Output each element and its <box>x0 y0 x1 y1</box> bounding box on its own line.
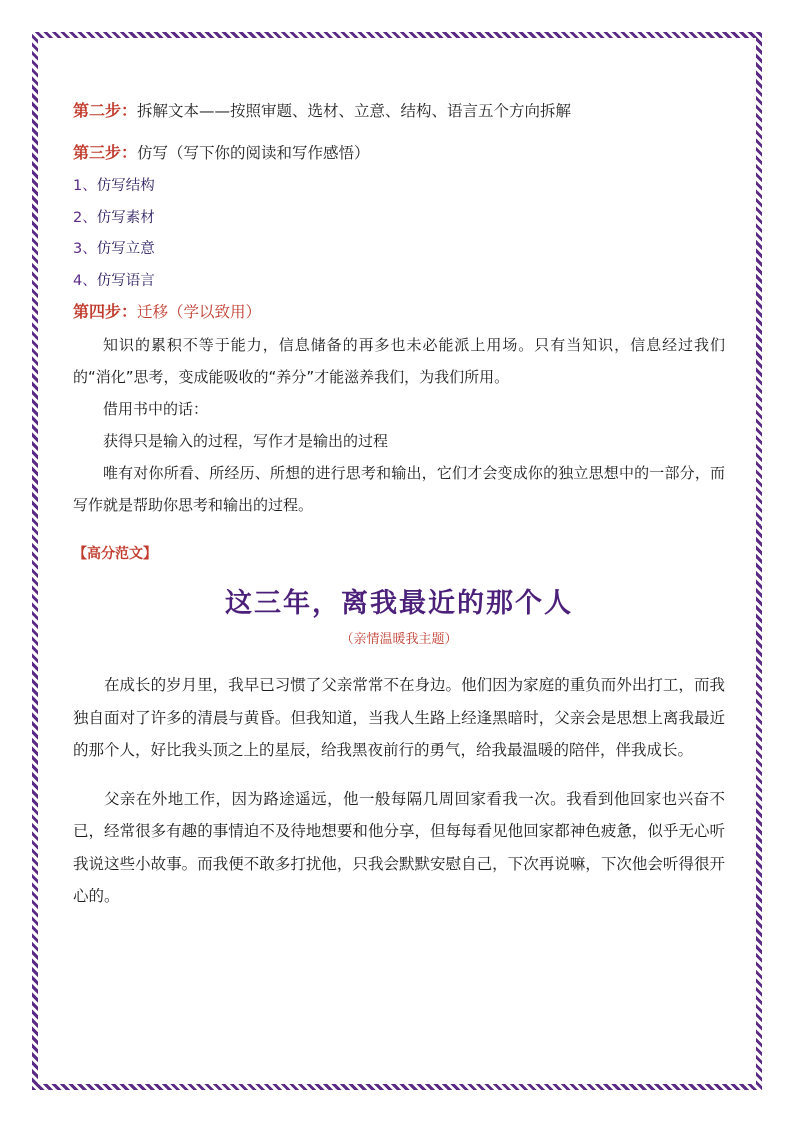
paragraph: 唯有对你所看、所经历、所想的进行思考和输出，它们才会变成你的独立思想中的一部分，而写作就是帮助你思考和输出的过程。 <box>73 464 725 514</box>
step-two: 第二步：拆解文本——按照审题、选材、立意、结构、语言五个方向拆解 <box>73 101 572 120</box>
model-essay-tag: 【高分范文】 <box>73 546 157 562</box>
paragraph: 知识的累积不等于能力，信息储备的再多也未必能派上用场。只有当知识，信息经过我们的“消化”思考，变成能吸收的“养分”才能滋养我们，为我们所用。 <box>73 336 725 386</box>
essay-title: 这三年，离我最近的那个人 <box>225 588 573 619</box>
list-item: 2、仿写素材 <box>73 209 155 226</box>
essay-paragraph: 父亲在外地工作，因为路途遥远，他一般每隔几周回家看我一次。我看到他回家也兴奋不已，经常很多有趣的事情迫不及待地想要和他分享，但每每看见他回家都神色疲惫，似乎无心听我说这些小故事。而我便不敢多打扰他，只我会默默安慰自己，下次再说嘛，下次他会听得很开心的。 <box>73 789 725 905</box>
essay-paragraph: 在成长的岁月里，我早已习惯了父亲常常不在身边。他们因为家庭的重负而外出打工，而我独自面对了许多的清晨与黄昏。但我知道，当我人生路上经逢黑暗时，父亲会是思想上离我最近的那个人，好比我头顶之上的星辰，给我黑夜前行的勇气，给我最温暖的陪伴，伴我成长。 <box>73 676 725 759</box>
document-body <box>73 96 725 913</box>
paragraph: 借用书中的话： <box>103 400 209 418</box>
paragraph: 获得只是输入的过程，写作才是输出的过程 <box>103 432 389 450</box>
imitation-list <box>73 171 725 297</box>
step-three: 第三步：仿写（写下你的阅读和写作感悟） <box>73 143 370 162</box>
list-item: 1、仿写结构 <box>73 178 155 194</box>
essay-subtitle: （亲情温暖我主题） <box>340 632 458 647</box>
step-four: 第四步：迁移（学以致用） <box>73 302 262 321</box>
list-item: 3、仿写立意 <box>73 241 155 257</box>
transfer-section <box>73 329 725 521</box>
list-item: 4、仿写语言 <box>73 272 155 289</box>
